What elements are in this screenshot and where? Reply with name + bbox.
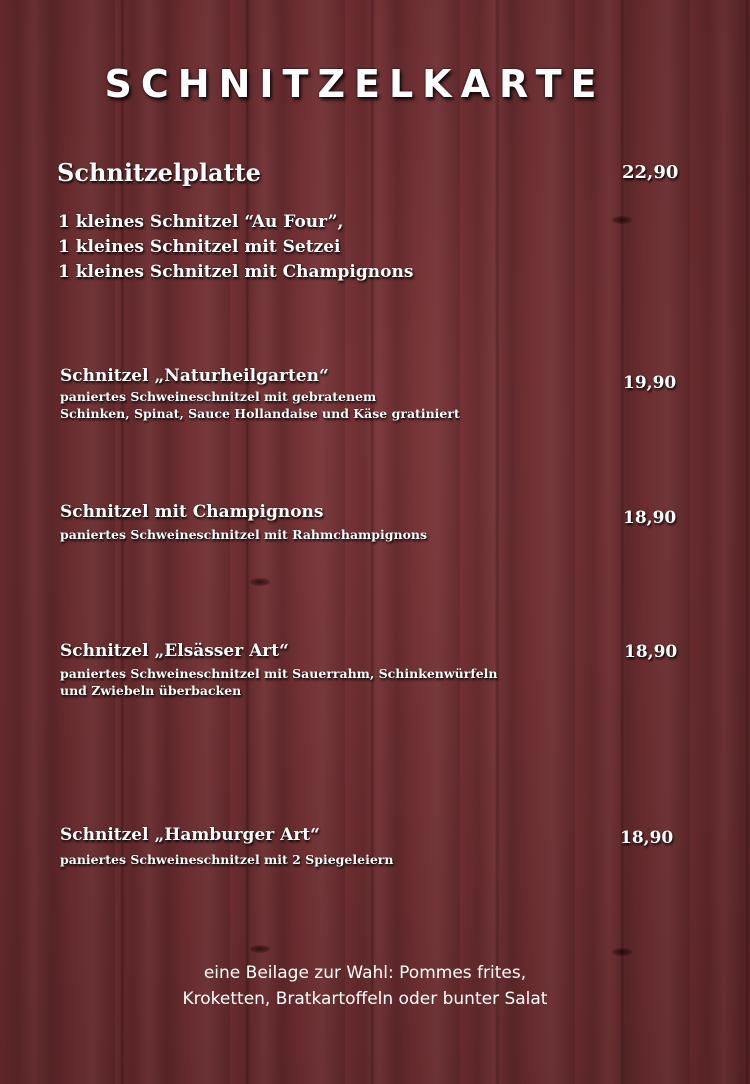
side-dish-note: [0, 960, 730, 1012]
platte-line: 1 kleines Schnitzel mit Setzei: [58, 237, 341, 257]
description-line: und Zwiebeln überbacken: [60, 683, 242, 698]
menu-item-price: 18,90: [624, 642, 678, 662]
platte-line: 1 kleines Schnitzel “Au Four”,: [58, 212, 344, 232]
side-dish-line: Kroketten, Bratkartoffeln oder bunter Salat: [182, 989, 548, 1009]
wood-knot: [250, 578, 270, 586]
description-line: paniertes Schweineschnitzel mit Rahmchampignons: [60, 527, 428, 542]
menu-title: SCHNITZELKARTE: [104, 62, 606, 106]
menu-item-price: 19,90: [623, 373, 677, 393]
description-line: Schinken, Spinat, Sauce Hollandaise und Käse gratiniert: [60, 406, 460, 421]
description-line: paniertes Schweineschnitzel mit Sauerrahm, Schinkenwürfeln: [60, 666, 498, 681]
menu-item-description: [60, 388, 460, 422]
menu-item-name: Schnitzel „Naturheilgarten“: [60, 366, 329, 386]
wood-knot: [612, 216, 632, 224]
wood-knot: [612, 948, 632, 956]
platte-description: [58, 210, 413, 285]
description-line: paniertes Schweineschnitzel mit gebratenem: [60, 389, 377, 404]
platte-line: 1 kleines Schnitzel mit Champignons: [58, 262, 414, 282]
side-dish-line: eine Beilage zur Wahl: Pommes frites,: [203, 963, 527, 983]
wood-knot: [250, 945, 270, 953]
menu-item-name: Schnitzel „Elsässer Art“: [60, 641, 289, 661]
menu-item-name: Schnitzel „Hamburger Art“: [60, 825, 320, 845]
description-line: paniertes Schweineschnitzel mit 2 Spiegeleiern: [60, 852, 394, 867]
menu-item-description: [60, 851, 393, 868]
menu-item-description: [60, 665, 497, 699]
menu-item-price: 18,90: [623, 508, 677, 528]
platte-name: Schnitzelplatte: [57, 158, 261, 187]
menu-item-description: [60, 526, 427, 543]
menu-item-price: 18,90: [620, 828, 674, 848]
menu-item-name: Schnitzel mit Champignons: [60, 502, 324, 522]
platte-price: 22,90: [622, 162, 679, 183]
